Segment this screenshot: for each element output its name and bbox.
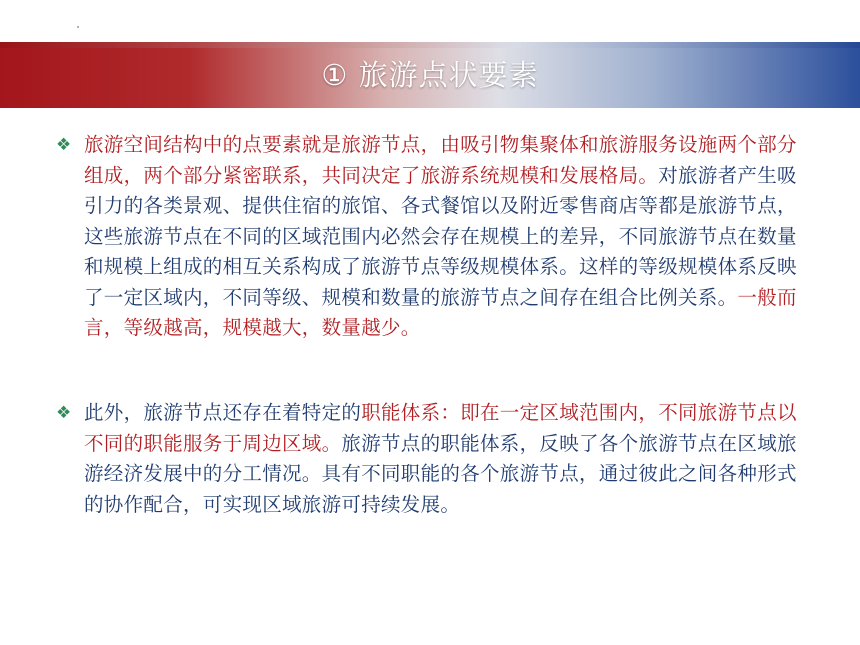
highlight-text: 旅游空间结构中的点要素就是旅游节点，由吸引物集聚体和旅游服务设施两个部分组成，两个部分紧密联系，共同决定了旅游系统规模和发展格局。	[84, 133, 797, 187]
body-text: 旅游节点的职能体系，反映了各个旅游节点在区域旅游经济发展中的分工情况。具有不同职能的各个旅游节点，通过彼此之间各种形式的协作配合，可实现区域旅游可持续发展。	[84, 431, 797, 516]
body-text: 此外，旅游节点还存在着特定的	[84, 401, 362, 424]
paragraph-point-elements	[56, 130, 816, 344]
slide-title: ① 旅游点状要素	[321, 58, 539, 92]
decorative-dot	[77, 26, 79, 28]
bullet-icon: ❖	[56, 403, 72, 423]
bullet-icon: ❖	[56, 135, 72, 155]
highlight-text: 一般而言，等级越高，规模越大，数量越少。	[84, 285, 797, 339]
body-text: 对旅游者产生吸引力的各类景观、提供住宿的旅馆、各式餐馆以及附近零售商店等都是旅游节点，这些旅游节点在不同的区域范围内必然会存在规模上的差异，不同旅游节点在数量和规模上组成的相互关系构成了旅游节点等级规模体系。这样的等级规模体系反映了一定区域内，不同等级、规模和数量的旅游节点之间存在组合比例关系。	[84, 163, 797, 309]
paragraph-function-system	[56, 398, 816, 520]
paragraph-text	[84, 130, 816, 344]
paragraph-text	[84, 398, 816, 520]
highlight-text: 职能体系：即在一定区域范围内，不同旅游节点以不同的职能服务于周边区域。	[84, 401, 797, 455]
title-banner	[0, 42, 860, 108]
